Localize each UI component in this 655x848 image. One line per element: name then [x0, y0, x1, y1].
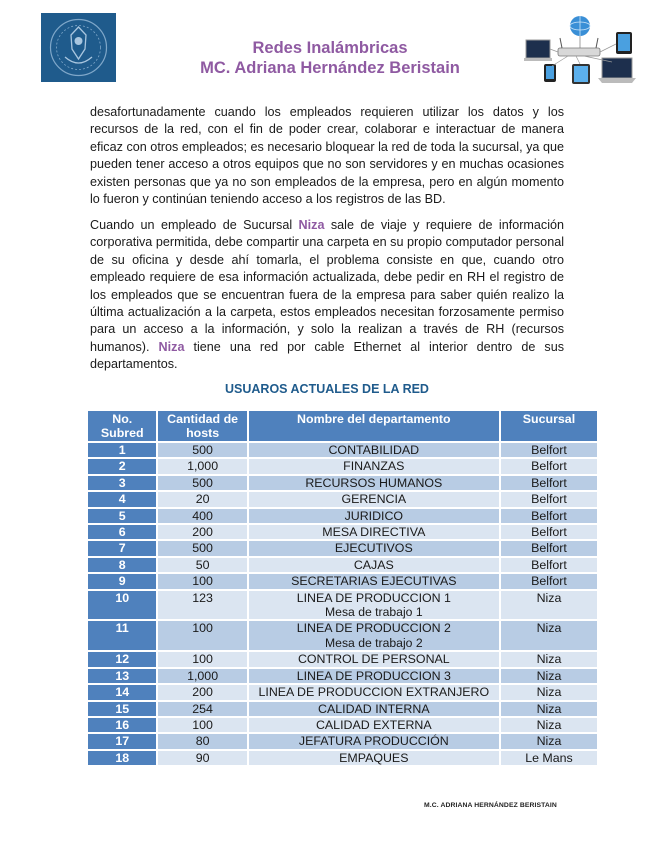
- table-row: [88, 718, 597, 732]
- cell-subred-number: 4: [88, 492, 156, 506]
- cell-branch: Belfort: [501, 541, 597, 555]
- department-name: LINEA DE PRODUCCION 3: [296, 668, 451, 683]
- table-row: [88, 509, 597, 523]
- table-row: [88, 621, 597, 650]
- table-row: [88, 702, 597, 716]
- cell-subred-number: 17: [88, 734, 156, 748]
- cell-branch: Niza: [501, 685, 597, 699]
- department-name: MESA DIRECTIVA: [322, 525, 426, 540]
- cell-branch: Le Mans: [501, 751, 597, 765]
- table-row: [88, 734, 597, 748]
- paragraph-intro: desafortunadamente cuando los empleados requieren utilizar los datos y los recursos de la red, con el fin de poder crear, colaborar e interactuar de manera eficaz con otros empleados; es necesario bloquear la red de toda la sucursal, ya que pueden tener acceso a otros equipos que no son servidores y en muchas ocasiones existen personas que ya no son empleados de la empresa, pero en algún momento lo fueron y continúan teniendo acceso a los registros de las BD.: [90, 105, 564, 207]
- cell-department: [249, 734, 499, 748]
- department-name: LINEA DE PRODUCCION 1: [296, 590, 451, 605]
- department-name: EJECUTIVOS: [334, 541, 413, 556]
- cell-hosts: 90: [158, 751, 246, 765]
- cell-subred-number: 7: [88, 541, 156, 555]
- cell-department: [249, 459, 499, 473]
- cell-branch: Niza: [501, 652, 597, 666]
- cell-subred-number: 11: [88, 621, 156, 650]
- table-row: [88, 459, 597, 473]
- cell-branch: Belfort: [501, 558, 597, 572]
- highlight-niza: Niza: [158, 339, 185, 354]
- cell-subred-number: 9: [88, 574, 156, 588]
- header-hosts-line1: Cantidad de: [167, 412, 239, 426]
- cell-department: [249, 652, 499, 666]
- department-name: SECRETARIAS EJECUTIVAS: [291, 574, 457, 589]
- paragraph-niza: [90, 217, 564, 374]
- table-row: [88, 525, 597, 539]
- cell-branch: Niza: [501, 734, 597, 748]
- cell-department: [249, 702, 499, 716]
- cell-subred-number: 18: [88, 751, 156, 765]
- cell-branch: Belfort: [501, 443, 597, 457]
- cell-hosts: 20: [158, 492, 246, 506]
- department-name: JEFATURA PRODUCCIÓN: [298, 734, 449, 749]
- cell-hosts: 1,000: [158, 669, 246, 683]
- seal-icon: [41, 13, 116, 82]
- cell-hosts: 100: [158, 718, 246, 732]
- university-seal-logo: [41, 13, 116, 82]
- cell-subred-number: 1: [88, 443, 156, 457]
- table-row: [88, 541, 597, 555]
- cell-subred-number: 10: [88, 591, 156, 620]
- cell-subred-number: 2: [88, 459, 156, 473]
- network-devices-icon: [524, 14, 636, 86]
- paragraph-text: tiene una red por cable Ethernet al interior dentro de sus departamentos.: [90, 339, 564, 372]
- cell-department: [249, 492, 499, 506]
- cell-department: [249, 718, 499, 732]
- cell-hosts: 1,000: [158, 459, 246, 473]
- header-hosts: [158, 411, 246, 441]
- cell-hosts: 80: [158, 734, 246, 748]
- cell-hosts: 500: [158, 476, 246, 490]
- cell-hosts: 50: [158, 558, 246, 572]
- table-row: [88, 476, 597, 490]
- network-users-table: [86, 409, 599, 767]
- table-header-row: [88, 411, 597, 441]
- cell-hosts: 254: [158, 702, 246, 716]
- network-devices-illustration: [524, 14, 636, 86]
- footer-author: M.C. ADRIANA HERNÁNDEZ BERISTAIN: [424, 802, 557, 809]
- cell-department: [249, 669, 499, 683]
- department-name: CAJAS: [353, 557, 394, 572]
- department-name: CONTROL DE PERSONAL: [297, 652, 450, 667]
- header-hosts-line2: hosts: [186, 426, 220, 440]
- cell-hosts: 500: [158, 443, 246, 457]
- table-row: [88, 669, 597, 683]
- header-subred-line1: No.: [112, 412, 133, 426]
- department-name: CALIDAD INTERNA: [318, 701, 430, 716]
- cell-subred-number: 5: [88, 509, 156, 523]
- department-name: RECURSOS HUMANOS: [305, 475, 443, 490]
- cell-hosts: 400: [158, 509, 246, 523]
- cell-branch: Belfort: [501, 492, 597, 506]
- cell-branch: Niza: [501, 718, 597, 732]
- cell-department: [249, 574, 499, 588]
- cell-hosts: 500: [158, 541, 246, 555]
- table-row: [88, 685, 597, 699]
- table-row: [88, 558, 597, 572]
- cell-hosts: 200: [158, 685, 246, 699]
- department-subtitle: Mesa de trabajo 1: [325, 605, 423, 620]
- cell-department: [249, 443, 499, 457]
- department-name: EMPAQUES: [339, 750, 409, 765]
- cell-subred-number: 14: [88, 685, 156, 699]
- cell-branch: Belfort: [501, 476, 597, 490]
- cell-department: [249, 591, 499, 620]
- table-row: [88, 492, 597, 506]
- header-subred-line2: Subred: [100, 426, 144, 440]
- cell-hosts: 123: [158, 591, 246, 620]
- cell-subred-number: 16: [88, 718, 156, 732]
- highlight-niza: Niza: [298, 218, 325, 232]
- department-name: LINEA DE PRODUCCION 2: [296, 621, 451, 636]
- cell-branch: Belfort: [501, 574, 597, 588]
- cell-department: [249, 525, 499, 539]
- header-subred: [88, 411, 156, 441]
- cell-department: [249, 476, 499, 490]
- department-name: CALIDAD EXTERNA: [315, 717, 432, 732]
- cell-subred-number: 8: [88, 558, 156, 572]
- table-row: [88, 751, 597, 765]
- header-author: MC. Adriana Hernández Beristain: [200, 59, 460, 77]
- cell-subred-number: 6: [88, 525, 156, 539]
- cell-subred-number: 13: [88, 669, 156, 683]
- cell-branch: Niza: [501, 669, 597, 683]
- cell-branch: Belfort: [501, 525, 597, 539]
- cell-subred-number: 12: [88, 652, 156, 666]
- table-row: [88, 591, 597, 620]
- paragraph-text: Cuando un empleado de Sucursal: [90, 218, 299, 232]
- table-title: USUAROS ACTUALES DE LA RED: [225, 382, 429, 396]
- cell-department: [249, 621, 499, 650]
- cell-department: [249, 509, 499, 523]
- table-row: [88, 652, 597, 666]
- cell-branch: Niza: [501, 702, 597, 716]
- table-row: [88, 574, 597, 588]
- cell-branch: Belfort: [501, 459, 597, 473]
- department-name: GERENCIA: [341, 492, 407, 507]
- cell-hosts: 100: [158, 621, 246, 650]
- department-subtitle: Mesa de trabajo 2: [325, 635, 423, 650]
- cell-branch: Niza: [501, 591, 597, 620]
- department-name: LINEA DE PRODUCCION EXTRANJERO: [258, 685, 490, 700]
- cell-department: [249, 685, 499, 699]
- department-name: JURIDICO: [344, 508, 404, 523]
- cell-branch: Belfort: [501, 509, 597, 523]
- table-row: [88, 443, 597, 457]
- cell-branch: Niza: [501, 621, 597, 650]
- header-department: Nombre del departamento: [249, 411, 499, 441]
- cell-subred-number: 15: [88, 702, 156, 716]
- cell-subred-number: 3: [88, 476, 156, 490]
- header-title: Redes Inalámbricas: [252, 39, 408, 57]
- cell-hosts: 200: [158, 525, 246, 539]
- cell-department: [249, 751, 499, 765]
- paragraph-text: sale de viaje y requiere de información corporativa permitida, debe compartir una carpeta en su propio computador personal de su oficina y desde ahí tomarla, el problema consiste en que, cuando otro empleado requiere de esa información actualizada, debe pedir en RH el registro de los empleados que se encuentran fuera de la empresa para saber quién realizo la última actualización a la carpeta, estos empleados necesitan forzosamente permiso para un acceso a la información, y solo la realizan a través de RH (recursos humanos).: [90, 218, 564, 354]
- cell-hosts: 100: [158, 652, 246, 666]
- cell-department: [249, 558, 499, 572]
- cell-department: [249, 541, 499, 555]
- header-branch: Sucursal: [501, 411, 597, 441]
- department-name: FINANZAS: [343, 459, 405, 474]
- department-name: CONTABILIDAD: [328, 443, 420, 457]
- cell-hosts: 100: [158, 574, 246, 588]
